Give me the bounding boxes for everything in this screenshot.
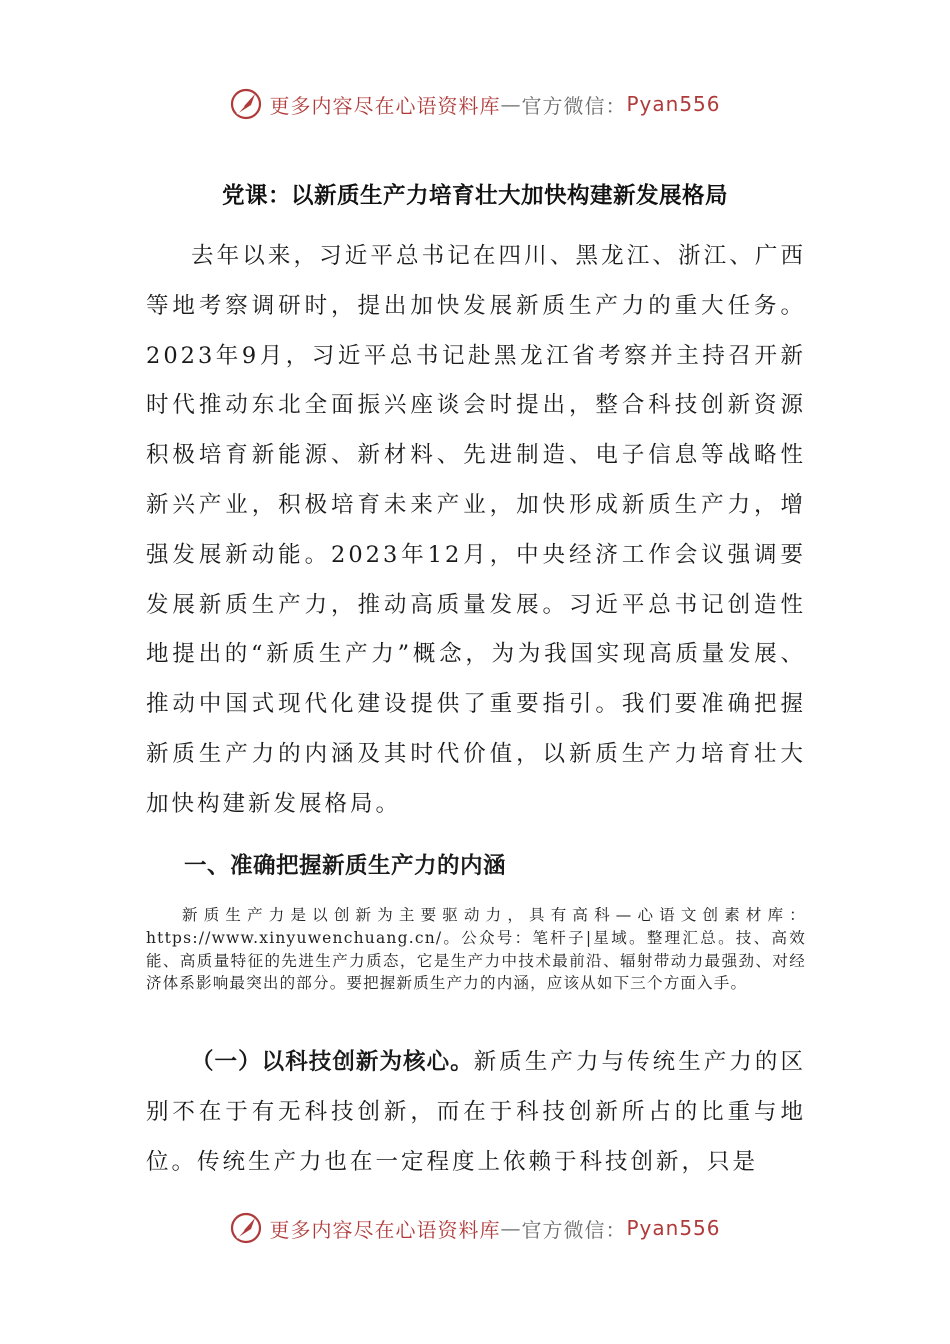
paragraph-intro: 去年以来，习近平总书记在四川、黑龙江、浙江、广西等地考察调研时，提出加快发展新质生产力的重大任务。2023年9月，习近平总书记赴黑龙江省考察并主持召开新时代推动东北全面振兴座谈会时提出，整合科技创新资源积极培育新能源、新材料、先进制造、电子信息等战略性新兴产业，积极培育未来产业，加快形成新质生产力，增强发展新动能。2023年12月，中央经济工作会议强调要发展新质生产力，推动高质量发展。习近平总书记创造性地提出的“新质生产力”概念，为为我国实现高质量发展、推动中国式现代化建设提供了重要指引。我们要准确把握新质生产力的内涵及其时代价值，以新质生产力培育壮大加快构建新发展格局。	[146, 243, 806, 817]
subsection-1-lead: （一）以科技创新为核心。	[191, 1049, 474, 1075]
document-title: 党课：以新质生产力培育壮大加快构建新发展格局	[221, 183, 728, 209]
paragraph-subsection-1	[146, 1038, 806, 1187]
banner-wechat-label: 官方微信：	[521, 93, 627, 118]
section-heading-1: 一、准确把握新质生产力的内涵	[184, 853, 507, 879]
footer-banner	[0, 1208, 950, 1248]
subsection-1-text: 新质生产力与传统生产力的区别不在于有无科技创新，而在于科技创新所占的比重与地位。传统生产力也在一定程度上依赖于科技创新，只是	[146, 1049, 806, 1175]
banner-separator: —	[500, 1216, 522, 1240]
banner-wechat-label: 官方微信：	[521, 1217, 627, 1242]
header-banner	[0, 84, 950, 124]
paragraph-definition: 新质生产力是以创新为主要驱动力，具有高科—心语文创素材库：https://www.xinyuwenchuang.cn/。公众号：笔杆子|星域。整理汇总。技、高效能、高质量特征的先进生产力质态，它是生产力中技术最前沿、辐射带动力最强劲、对经济体系影响最突出的部分。要把握新质生产力的内涵，应该从如下三个方面入手。	[146, 906, 806, 993]
quill-pen-logo-icon	[229, 1211, 263, 1245]
quill-pen-logo-icon	[229, 87, 263, 121]
banner-brand: 更多内容尽在心语资料库	[269, 1217, 501, 1242]
banner-wechat-id: Pyan556	[626, 92, 721, 116]
banner-brand: 更多内容尽在心语资料库	[269, 93, 501, 118]
banner-wechat-id: Pyan556	[626, 1216, 721, 1240]
banner-separator: —	[500, 92, 522, 116]
